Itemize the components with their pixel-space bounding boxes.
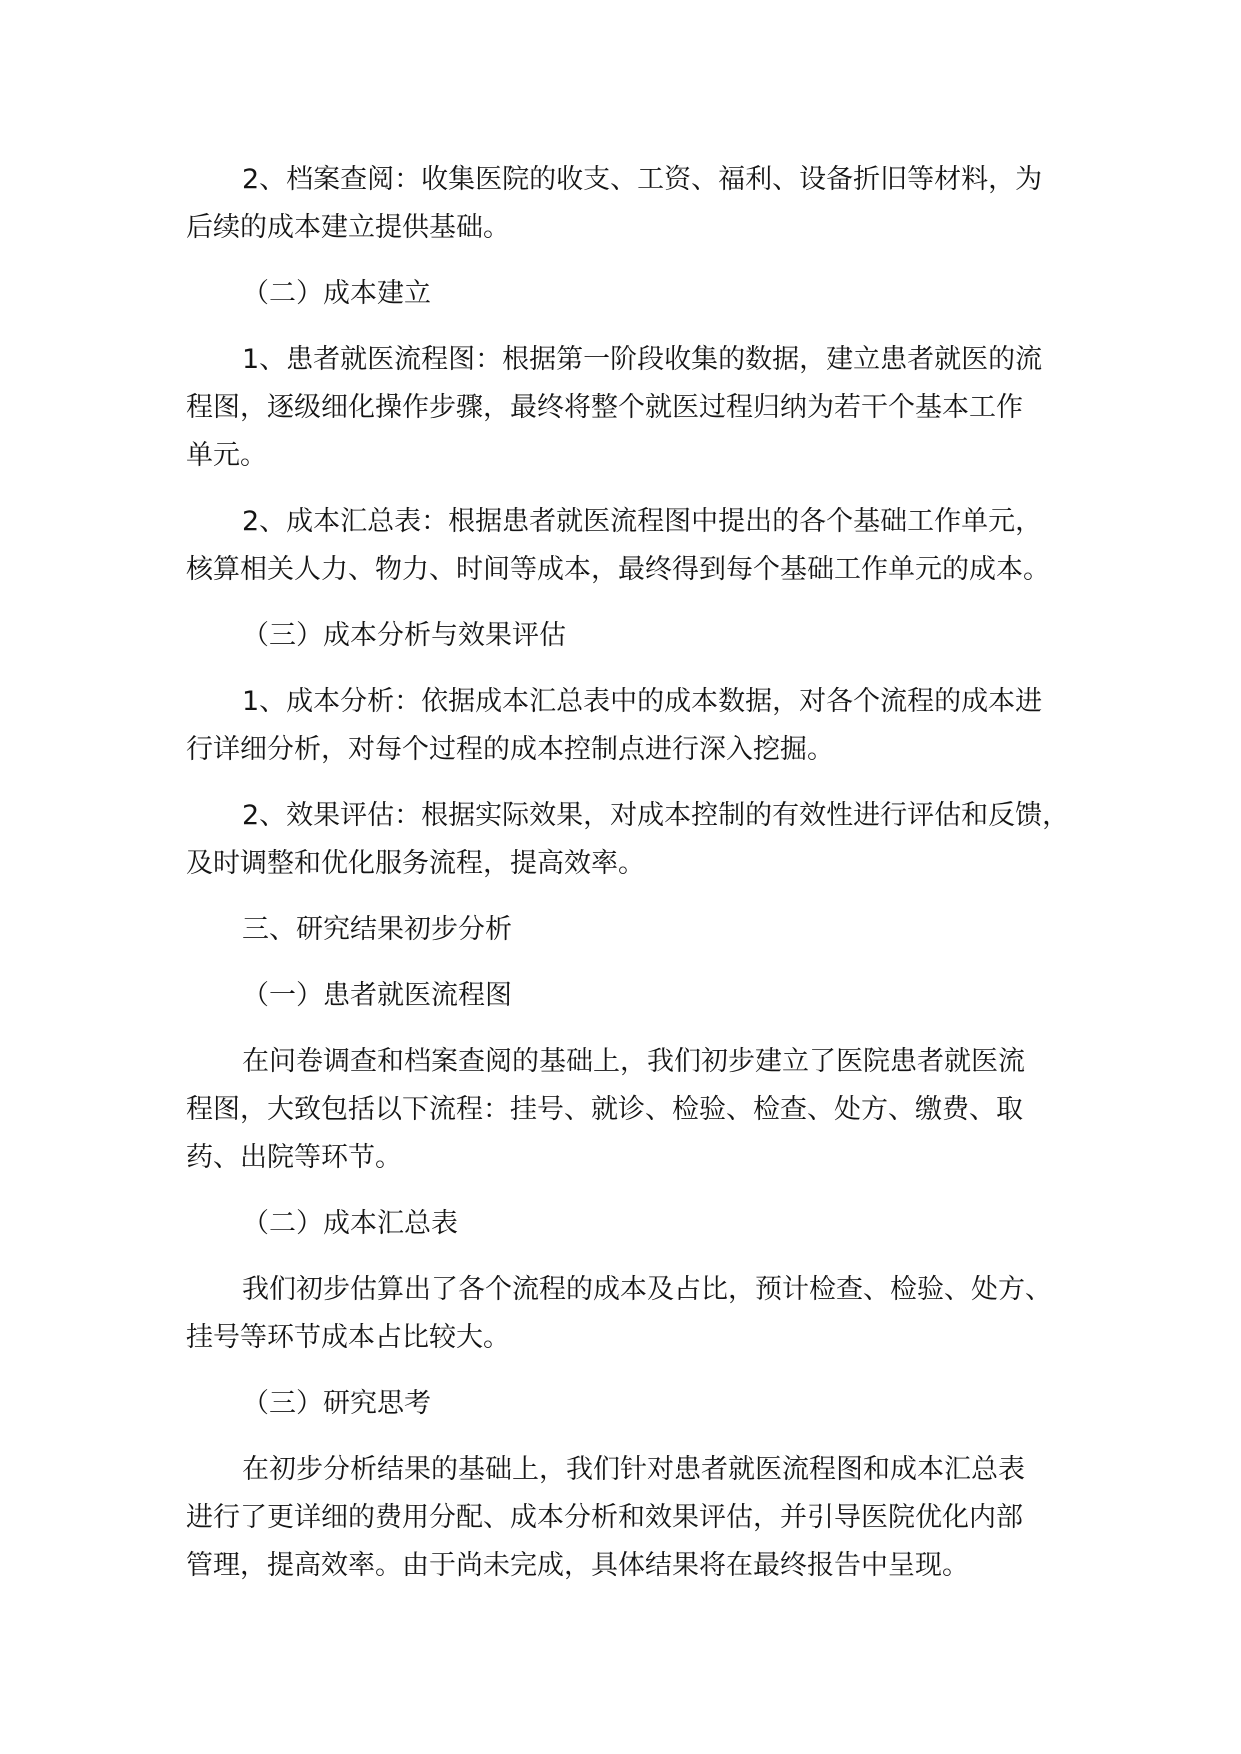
text-line: （三）成本分析与效果评估 <box>242 620 566 651</box>
section-heading-cost-analysis-evaluation <box>186 612 1076 660</box>
text-line: 程图，逐级细化操作步骤，最终将整个就医过程归纳为若干个基本工作 <box>186 392 1023 423</box>
subsection-heading-patient-flowchart <box>186 972 1076 1020</box>
section-heading-cost-establishment <box>186 270 1076 318</box>
text-line: （二）成本汇总表 <box>242 1208 458 1239</box>
text-line: 在初步分析结果的基础上，我们针对患者就医流程图和成本汇总表 <box>242 1454 1025 1485</box>
text-line: 2、成本汇总表：根据患者就医流程图中提出的各个基础工作单元， <box>242 506 1043 537</box>
text-line: 三、研究结果初步分析 <box>242 914 512 945</box>
text-line: 程图，大致包括以下流程：挂号、就诊、检验、检查、处方、缴费、取 <box>186 1094 1023 1125</box>
text-line: 行详细分析，对每个过程的成本控制点进行深入挖掘。 <box>186 734 834 765</box>
text-line: 及时调整和优化服务流程，提高效率。 <box>186 848 645 879</box>
paragraph-research-reflection <box>186 1446 1076 1590</box>
text-line: 1、患者就医流程图：根据第一阶段收集的数据，建立患者就医的流 <box>242 344 1043 375</box>
subsection-heading-research-reflection <box>186 1380 1076 1428</box>
subsection-heading-cost-summary <box>186 1200 1076 1248</box>
document-body <box>186 156 1076 1608</box>
text-line: 2、档案查阅：收集医院的收支、工资、福利、设备折旧等材料，为 <box>242 164 1043 195</box>
paragraph-cost-summary-results <box>186 1266 1076 1362</box>
text-line: 进行了更详细的费用分配、成本分析和效果评估，并引导医院优化内部 <box>186 1502 1023 1533</box>
text-line: （三）研究思考 <box>242 1388 431 1419</box>
text-line: 我们初步估算出了各个流程的成本及占比，预计检查、检验、处方、 <box>242 1274 1052 1305</box>
paragraph-flowchart-results <box>186 1038 1076 1182</box>
text-line: 后续的成本建立提供基础。 <box>186 212 510 243</box>
text-line: 核算相关人力、物力、时间等成本，最终得到每个基础工作单元的成本。 <box>186 554 1050 585</box>
paragraph-archive-review <box>186 156 1076 252</box>
section-heading-preliminary-results <box>186 906 1076 954</box>
text-line: 2、效果评估：根据实际效果，对成本控制的有效性进行评估和反馈， <box>242 800 1070 831</box>
text-line: 药、出院等环节。 <box>186 1142 402 1173</box>
text-line: （二）成本建立 <box>242 278 431 309</box>
text-line: （一）患者就医流程图 <box>242 980 512 1011</box>
text-line: 1、成本分析：依据成本汇总表中的成本数据，对各个流程的成本进 <box>242 686 1043 717</box>
text-line: 在问卷调查和档案查阅的基础上，我们初步建立了医院患者就医流 <box>242 1046 1025 1077</box>
text-line: 管理，提高效率。由于尚未完成，具体结果将在最终报告中呈现。 <box>186 1550 969 1581</box>
paragraph-patient-flowchart <box>186 336 1076 480</box>
paragraph-cost-summary-table <box>186 498 1076 594</box>
text-line: 单元。 <box>186 440 267 471</box>
paragraph-cost-analysis <box>186 678 1076 774</box>
paragraph-effect-evaluation <box>186 792 1076 888</box>
text-line: 挂号等环节成本占比较大。 <box>186 1322 510 1353</box>
